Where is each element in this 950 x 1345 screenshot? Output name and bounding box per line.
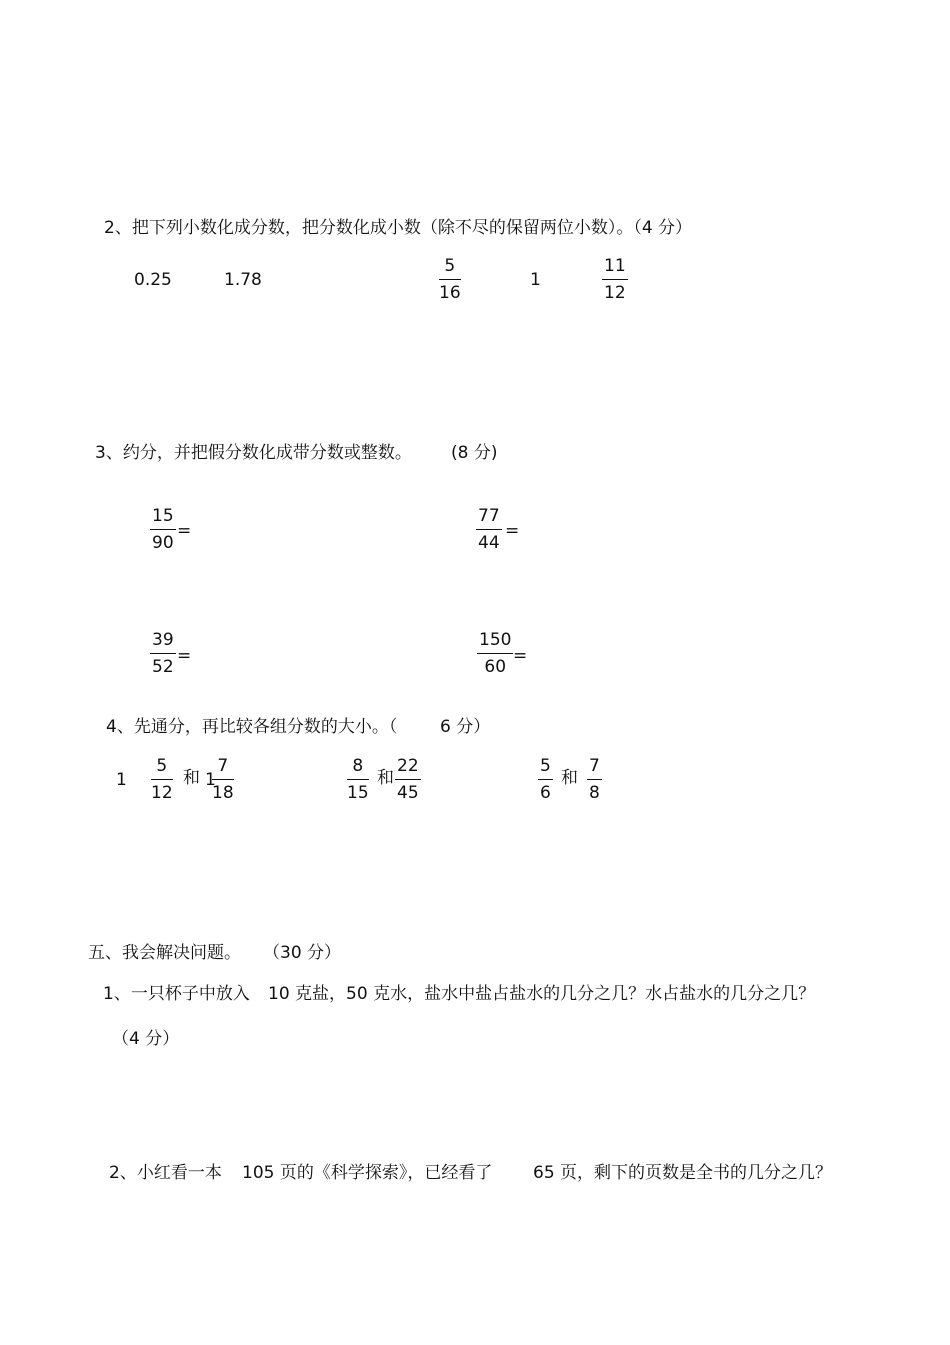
denominator: 44 — [478, 533, 500, 553]
q3-fraction-c — [150, 632, 176, 676]
q4-g2-and: 和 — [377, 768, 394, 788]
problem1-part-b: 10 克盐，50 克水，盐水中盐占盐水的几分之几？水占盐水的几分之几？ — [268, 984, 816, 1004]
equals-sign: = — [177, 521, 192, 541]
denominator: 6 — [540, 783, 551, 803]
q4-g1-fraction-2 — [212, 758, 234, 802]
q3-fraction-b — [476, 508, 502, 552]
q4-g1-whole: 1 — [116, 770, 127, 790]
q4-g2-fraction-2 — [395, 758, 421, 802]
denominator: 45 — [397, 783, 419, 803]
q4-g1-fraction-1 — [151, 758, 173, 802]
numerator: 5 — [151, 758, 173, 780]
numerator: 150 — [477, 632, 513, 654]
denominator: 12 — [604, 283, 626, 303]
q2-fraction-2 — [602, 258, 628, 302]
denominator: 8 — [589, 783, 600, 803]
numerator: 11 — [602, 258, 628, 280]
problem2-part-b: 105 页的《科学探索》，已经看了 — [242, 1163, 493, 1183]
q4-g1-whole-2: 1 — [205, 770, 216, 790]
numerator: 7 — [587, 758, 602, 780]
q3-score: (8 分) — [451, 443, 498, 463]
q4-g3-fraction-2 — [587, 758, 602, 802]
q4-score: 6 分） — [440, 717, 491, 737]
denominator: 52 — [152, 657, 174, 677]
problem2-part-c: 65 页，剩下的页数是全书的几分之几？ — [533, 1163, 833, 1183]
q2-title: 2、把下列小数化成分数，把分数化成小数（除不尽的保留两位小数）。（4 分） — [104, 218, 693, 238]
q2-mixed-whole: 1 — [530, 270, 541, 290]
q4-g3-and: 和 — [561, 768, 578, 788]
equals-sign: = — [513, 646, 528, 666]
numerator: 7 — [212, 758, 234, 780]
q2-decimal-1: 0.25 — [134, 270, 172, 290]
problem1-score: （4 分） — [112, 1029, 180, 1049]
q3-fraction-d — [477, 632, 513, 676]
numerator: 15 — [150, 508, 176, 530]
q3-title: 3、约分，并把假分数化成带分数或整数。 — [95, 443, 412, 463]
numerator: 5 — [538, 758, 553, 780]
denominator: 90 — [152, 533, 174, 553]
numerator: 39 — [150, 632, 176, 654]
problem1-part-a: 1、一只杯子中放入 — [103, 984, 250, 1004]
q4-title: 4、先通分，再比较各组分数的大小。（ — [106, 717, 398, 737]
equals-sign: = — [177, 646, 192, 666]
denominator: 12 — [151, 783, 173, 803]
numerator: 8 — [347, 758, 369, 780]
denominator: 60 — [484, 657, 507, 677]
denominator: 18 — [212, 783, 234, 803]
section5-title: 五、我会解决问题。 — [88, 943, 241, 963]
section5-score: （30 分） — [263, 943, 342, 963]
q4-g2-fraction-1 — [347, 758, 369, 802]
denominator: 16 — [439, 283, 461, 303]
denominator: 15 — [347, 783, 369, 803]
q4-g3-fraction-1 — [538, 758, 553, 802]
q4-g1-and: 和 — [183, 768, 200, 788]
problem2-part-a: 2、小红看一本 — [109, 1163, 222, 1183]
numerator: 22 — [395, 758, 421, 780]
numerator: 77 — [476, 508, 502, 530]
equals-sign: = — [505, 521, 520, 541]
q2-decimal-2: 1.78 — [224, 270, 262, 290]
q3-fraction-a — [150, 508, 176, 552]
numerator: 5 — [439, 258, 461, 280]
q2-fraction-1 — [439, 258, 461, 302]
